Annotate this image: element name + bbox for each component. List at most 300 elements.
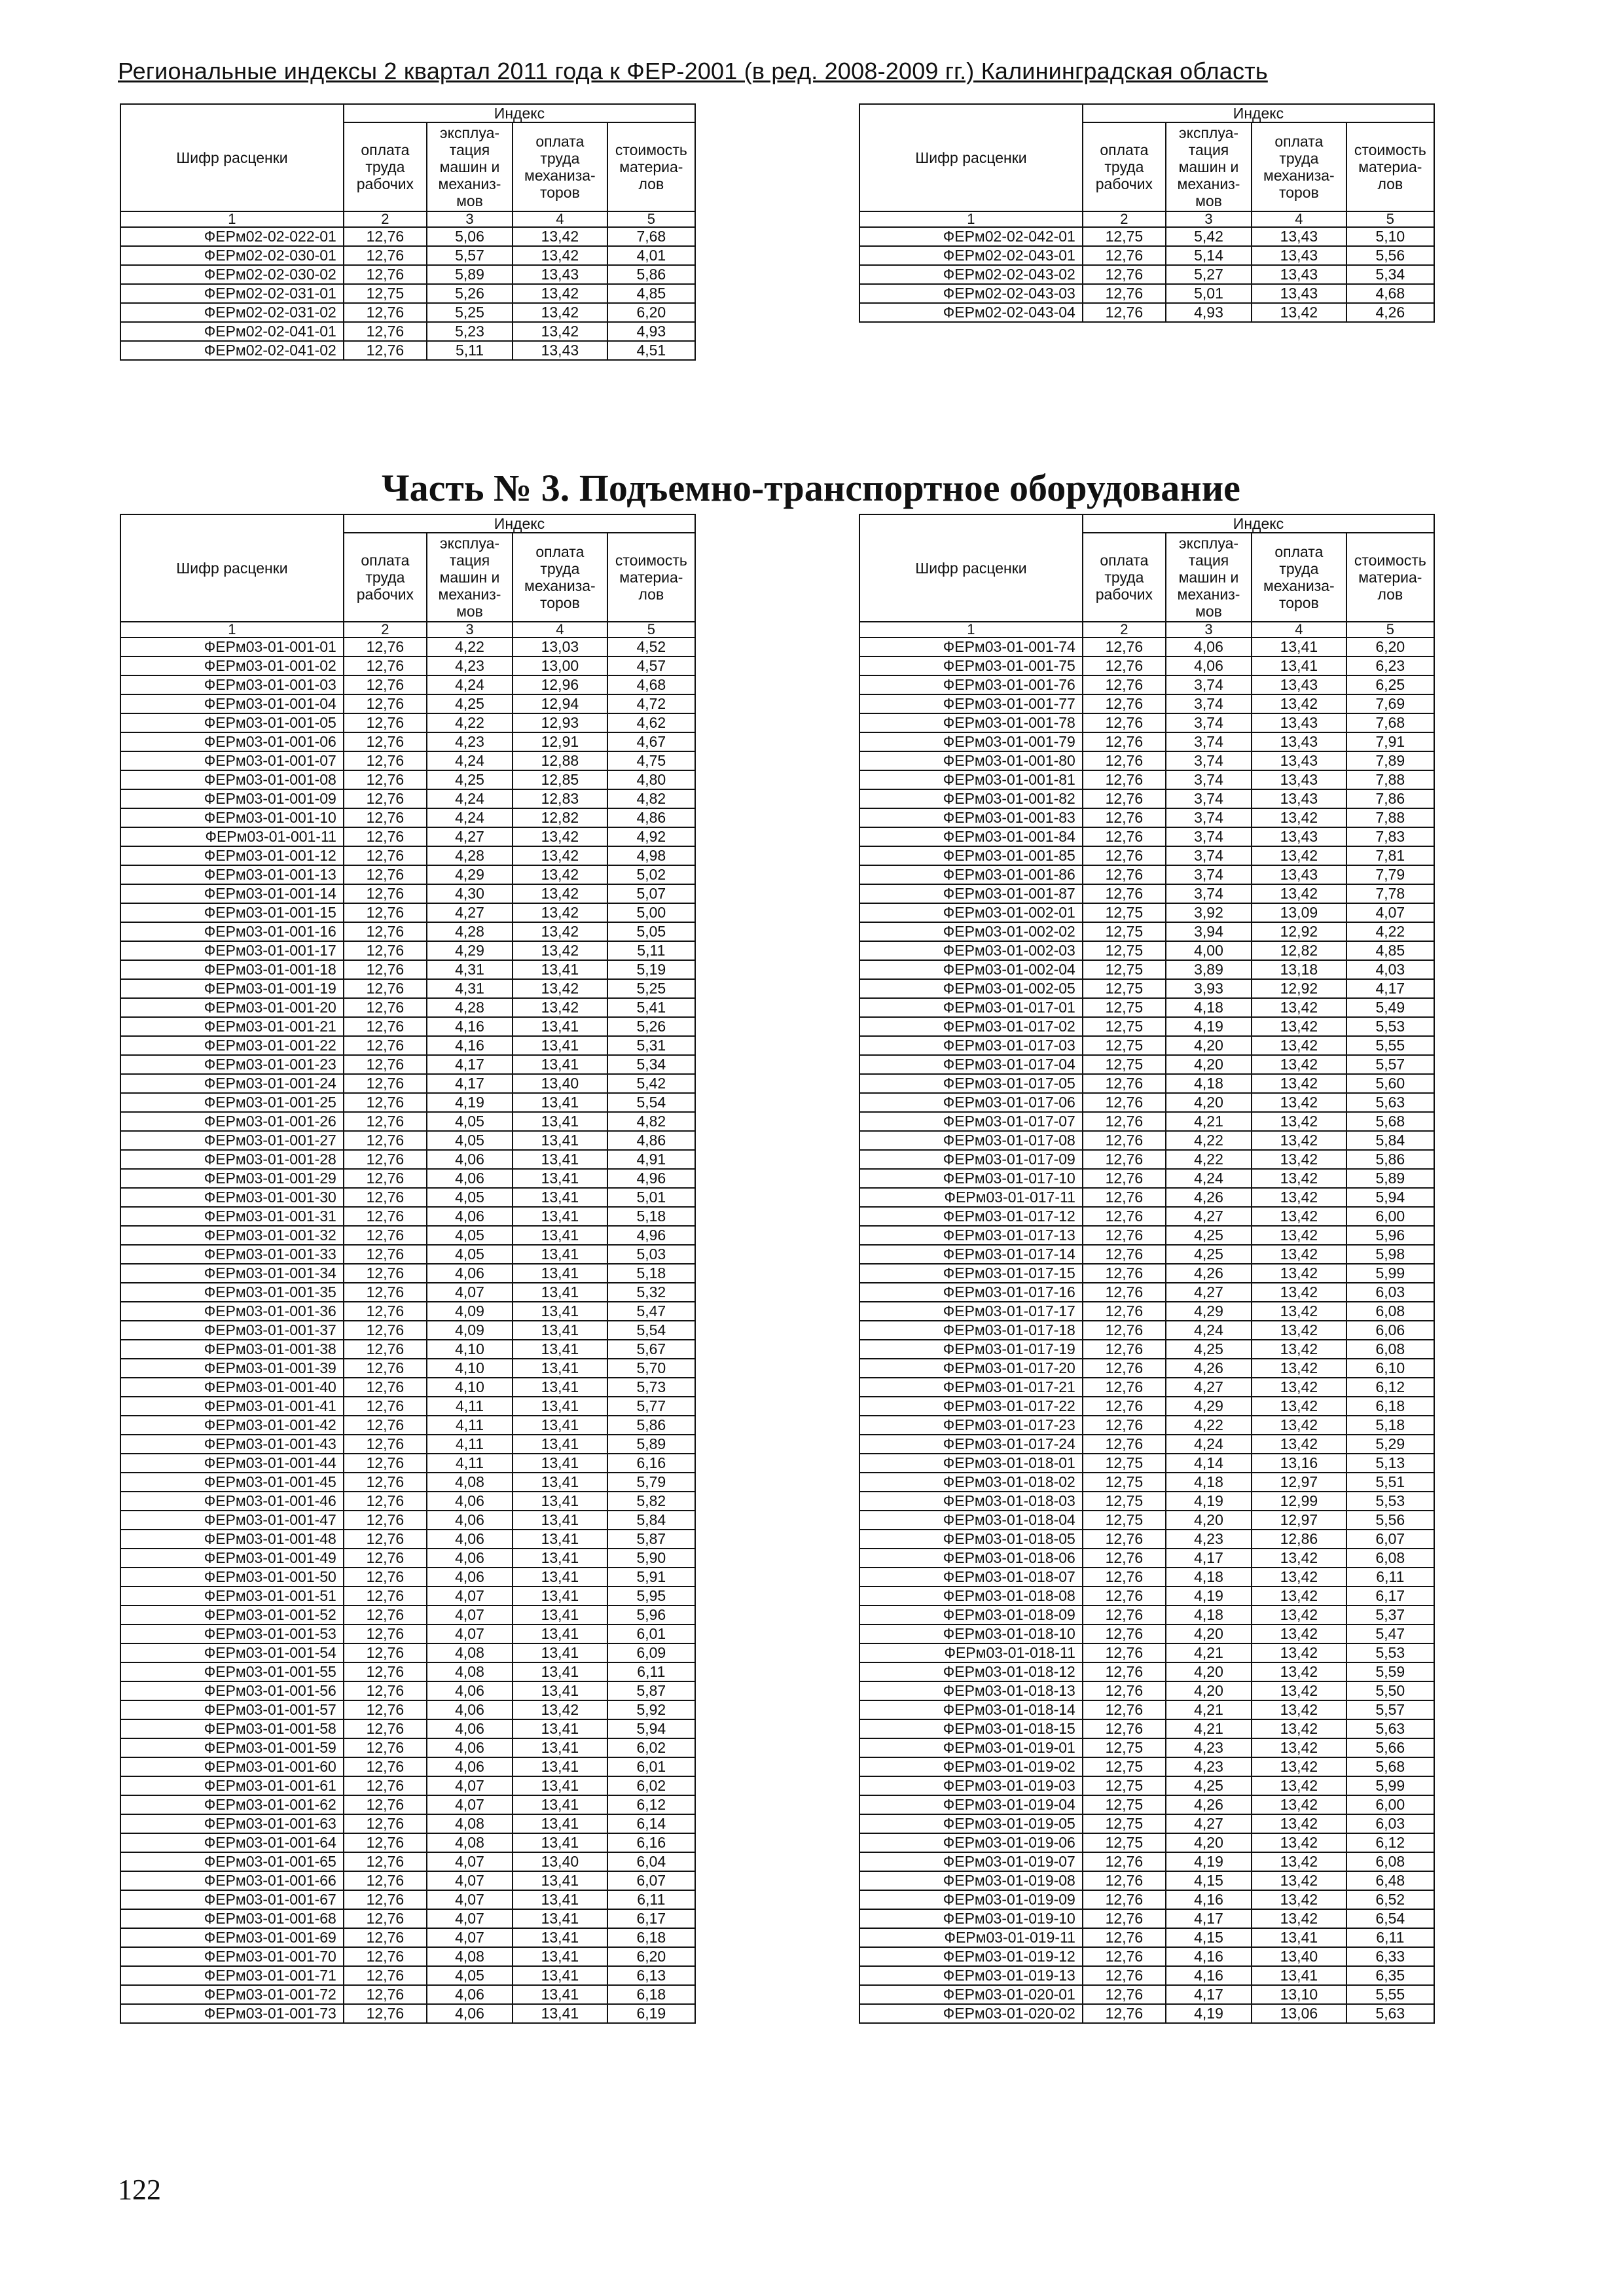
machines-index-cell: 4,08 — [427, 1662, 513, 1681]
operators-index-cell: 13,42 — [1252, 1359, 1346, 1378]
machines-index-cell: 4,20 — [1166, 1511, 1252, 1530]
header-code: Шифр расценки — [120, 514, 344, 622]
rate-code-cell: ФЕРм03-01-017-05 — [859, 1074, 1083, 1093]
table-row — [859, 1150, 1434, 1169]
table-row — [120, 656, 695, 675]
operators-index-cell: 13,41 — [513, 1871, 607, 1890]
machines-index-cell: 5,57 — [427, 246, 513, 265]
machines-index-cell: 4,29 — [427, 865, 513, 884]
labor-index-cell: 12,76 — [1083, 1852, 1166, 1871]
labor-index-cell: 12,76 — [1083, 1112, 1166, 1131]
table-row — [859, 694, 1434, 713]
operators-index-cell: 13,43 — [1252, 675, 1346, 694]
col-number-2: 2 — [1083, 211, 1166, 227]
rate-code-cell: ФЕРм02-02-043-03 — [859, 284, 1083, 303]
materials-index-cell: 4,82 — [607, 1112, 695, 1131]
table-row — [120, 1397, 695, 1416]
materials-index-cell: 5,54 — [607, 1321, 695, 1340]
operators-index-cell: 13,41 — [513, 1435, 607, 1454]
header-index-group: Индекс — [344, 104, 695, 122]
machines-index-cell: 4,07 — [427, 1928, 513, 1947]
table-row — [120, 884, 695, 903]
materials-index-cell: 5,25 — [607, 979, 695, 998]
labor-index-cell: 12,76 — [344, 1302, 427, 1321]
labor-index-cell: 12,76 — [344, 903, 427, 922]
operators-index-cell: 13,42 — [513, 303, 607, 322]
header-labor: оплата труда рабочих — [1083, 122, 1166, 211]
machines-index-cell: 3,74 — [1166, 751, 1252, 770]
labor-index-cell: 12,76 — [1083, 246, 1166, 265]
materials-index-cell: 5,51 — [1346, 1473, 1434, 1492]
materials-index-cell: 4,75 — [607, 751, 695, 770]
col-number-1: 1 — [120, 622, 344, 637]
machines-index-cell: 4,24 — [427, 808, 513, 827]
materials-index-cell: 4,82 — [607, 789, 695, 808]
materials-index-cell: 5,53 — [1346, 1492, 1434, 1511]
operators-index-cell: 13,42 — [1252, 1890, 1346, 1909]
machines-index-cell: 3,74 — [1166, 846, 1252, 865]
table-row — [120, 713, 695, 732]
table-row — [120, 1738, 695, 1757]
table-row — [120, 637, 695, 656]
machines-index-cell: 4,10 — [427, 1340, 513, 1359]
header-operators: оплата труда механиза-торов — [1252, 533, 1346, 622]
rate-code-cell: ФЕРм03-01-001-22 — [120, 1036, 344, 1055]
materials-index-cell: 5,63 — [1346, 1093, 1434, 1112]
materials-index-cell: 5,95 — [607, 1587, 695, 1605]
operators-index-cell: 13,42 — [1252, 1416, 1346, 1435]
labor-index-cell: 12,76 — [344, 1454, 427, 1473]
table-row — [859, 1966, 1434, 1985]
materials-index-cell: 5,47 — [607, 1302, 695, 1321]
materials-index-cell: 6,17 — [607, 1909, 695, 1928]
labor-index-cell: 12,75 — [1083, 1492, 1166, 1511]
materials-index-cell: 5,67 — [607, 1340, 695, 1359]
table-row — [120, 1909, 695, 1928]
operators-index-cell: 12,88 — [513, 751, 607, 770]
operators-index-cell: 13,42 — [513, 884, 607, 903]
operators-index-cell: 13,03 — [513, 637, 607, 656]
materials-index-cell: 4,17 — [1346, 979, 1434, 998]
table-row — [859, 1549, 1434, 1568]
col-number-4: 4 — [513, 211, 607, 227]
machines-index-cell: 4,16 — [427, 1036, 513, 1055]
materials-index-cell: 6,16 — [607, 1454, 695, 1473]
rate-code-cell: ФЕРм03-01-001-21 — [120, 1017, 344, 1036]
rate-code-cell: ФЕРм03-01-001-44 — [120, 1454, 344, 1473]
materials-index-cell: 4,68 — [607, 675, 695, 694]
labor-index-cell: 12,76 — [344, 1681, 427, 1700]
table-row — [859, 265, 1434, 284]
rate-code-cell: ФЕРм03-01-001-59 — [120, 1738, 344, 1757]
materials-index-cell: 5,98 — [1346, 1245, 1434, 1264]
table-row — [120, 1416, 695, 1435]
operators-index-cell: 13,06 — [1252, 2004, 1346, 2023]
materials-index-cell: 6,02 — [607, 1776, 695, 1795]
materials-index-cell: 4,01 — [607, 246, 695, 265]
materials-index-cell: 7,78 — [1346, 884, 1434, 903]
table-row — [859, 1681, 1434, 1700]
machines-index-cell: 4,18 — [1166, 998, 1252, 1017]
col-number-3: 3 — [1166, 622, 1252, 637]
labor-index-cell: 12,75 — [1083, 1833, 1166, 1852]
table-row — [120, 1681, 695, 1700]
materials-index-cell: 6,08 — [1346, 1852, 1434, 1871]
operators-index-cell: 13,42 — [513, 227, 607, 246]
rate-code-cell: ФЕРм03-01-001-81 — [859, 770, 1083, 789]
labor-index-cell: 12,76 — [344, 751, 427, 770]
materials-index-cell: 6,12 — [607, 1795, 695, 1814]
operators-index-cell: 13,41 — [513, 1643, 607, 1662]
rate-code-cell: ФЕРм03-01-001-61 — [120, 1776, 344, 1795]
rate-code-cell: ФЕРм02-02-022-01 — [120, 227, 344, 246]
operators-index-cell: 13,41 — [513, 1340, 607, 1359]
materials-index-cell: 5,00 — [607, 903, 695, 922]
operators-index-cell: 13,42 — [1252, 1112, 1346, 1131]
table-row — [120, 1568, 695, 1587]
table-row — [120, 1093, 695, 1112]
labor-index-cell: 12,76 — [1083, 1416, 1166, 1435]
table-row — [120, 1890, 695, 1909]
machines-index-cell: 4,20 — [1166, 1681, 1252, 1700]
labor-index-cell: 12,76 — [344, 1833, 427, 1852]
machines-index-cell: 4,28 — [427, 922, 513, 941]
materials-index-cell: 5,11 — [607, 941, 695, 960]
materials-index-cell: 5,34 — [607, 1055, 695, 1074]
table-row — [859, 1264, 1434, 1283]
table-row — [120, 675, 695, 694]
machines-index-cell: 3,93 — [1166, 979, 1252, 998]
machines-index-cell: 4,24 — [427, 675, 513, 694]
table-row — [859, 1643, 1434, 1662]
labor-index-cell: 12,76 — [344, 1416, 427, 1435]
machines-index-cell: 4,20 — [1166, 1036, 1252, 1055]
rate-code-cell: ФЕРм03-01-001-58 — [120, 1719, 344, 1738]
materials-index-cell: 4,96 — [607, 1169, 695, 1188]
machines-index-cell: 4,20 — [1166, 1624, 1252, 1643]
materials-index-cell: 5,86 — [607, 265, 695, 284]
materials-index-cell: 5,42 — [607, 1074, 695, 1093]
materials-index-cell: 5,96 — [607, 1605, 695, 1624]
table-row — [859, 303, 1434, 322]
table-row — [859, 1700, 1434, 1719]
labor-index-cell: 12,76 — [344, 1662, 427, 1681]
rate-code-cell: ФЕРм03-01-001-77 — [859, 694, 1083, 713]
rate-code-cell: ФЕРм03-01-018-09 — [859, 1605, 1083, 1624]
table-row — [859, 865, 1434, 884]
materials-index-cell: 6,14 — [607, 1814, 695, 1833]
machines-index-cell: 4,25 — [1166, 1776, 1252, 1795]
machines-index-cell: 4,08 — [427, 1643, 513, 1662]
materials-index-cell: 5,18 — [1346, 1416, 1434, 1435]
table-row — [120, 903, 695, 922]
materials-index-cell: 5,55 — [1346, 1985, 1434, 2004]
materials-index-cell: 5,13 — [1346, 1454, 1434, 1473]
materials-index-cell: 6,33 — [1346, 1947, 1434, 1966]
materials-index-cell: 6,03 — [1346, 1814, 1434, 1833]
operators-index-cell: 13,42 — [1252, 694, 1346, 713]
rate-code-cell: ФЕРм03-01-018-08 — [859, 1587, 1083, 1605]
rate-code-cell: ФЕРм03-01-001-78 — [859, 713, 1083, 732]
machines-index-cell: 4,09 — [427, 1302, 513, 1321]
labor-index-cell: 12,76 — [344, 884, 427, 903]
rate-code-cell: ФЕРм03-01-002-02 — [859, 922, 1083, 941]
table-row — [120, 1264, 695, 1283]
rate-code-cell: ФЕРм03-01-001-84 — [859, 827, 1083, 846]
table-row — [120, 1719, 695, 1738]
operators-index-cell: 13,41 — [513, 1169, 607, 1188]
materials-index-cell: 5,82 — [607, 1492, 695, 1511]
machines-index-cell: 4,25 — [427, 694, 513, 713]
machines-index-cell: 4,20 — [1166, 1093, 1252, 1112]
table-row — [120, 1776, 695, 1795]
machines-index-cell: 4,10 — [427, 1378, 513, 1397]
table-row — [859, 713, 1434, 732]
labor-index-cell: 12,76 — [344, 1757, 427, 1776]
labor-index-cell: 12,76 — [1083, 1378, 1166, 1397]
machines-index-cell: 4,06 — [427, 1530, 513, 1549]
materials-index-cell: 6,54 — [1346, 1909, 1434, 1928]
operators-index-cell: 13,41 — [513, 1150, 607, 1169]
labor-index-cell: 12,76 — [344, 1587, 427, 1605]
operators-index-cell: 13,41 — [513, 1188, 607, 1207]
operators-index-cell: 13,42 — [1252, 1605, 1346, 1624]
operators-index-cell: 13,10 — [1252, 1985, 1346, 2004]
table-row — [120, 303, 695, 322]
rate-code-cell: ФЕРм03-01-001-75 — [859, 656, 1083, 675]
machines-index-cell: 4,18 — [1166, 1605, 1252, 1624]
operators-index-cell: 13,41 — [513, 1795, 607, 1814]
table-row — [120, 1283, 695, 1302]
operators-index-cell: 13,43 — [1252, 865, 1346, 884]
rate-code-cell: ФЕРм03-01-020-02 — [859, 2004, 1083, 2023]
machines-index-cell: 4,29 — [427, 941, 513, 960]
materials-index-cell: 7,88 — [1346, 770, 1434, 789]
machines-index-cell: 4,14 — [1166, 1454, 1252, 1473]
materials-index-cell: 5,63 — [1346, 2004, 1434, 2023]
materials-index-cell: 7,68 — [607, 227, 695, 246]
table-row — [859, 284, 1434, 303]
labor-index-cell: 12,76 — [344, 1017, 427, 1036]
operators-index-cell: 13,42 — [1252, 846, 1346, 865]
machines-index-cell: 3,74 — [1166, 694, 1252, 713]
operators-index-cell: 13,42 — [1252, 1131, 1346, 1150]
materials-index-cell: 6,18 — [607, 1985, 695, 2004]
rate-code-cell: ФЕРм03-01-018-13 — [859, 1681, 1083, 1700]
rate-code-cell: ФЕРм03-01-001-47 — [120, 1511, 344, 1530]
operators-index-cell: 13,41 — [513, 1928, 607, 1947]
rate-code-cell: ФЕРм03-01-001-10 — [120, 808, 344, 827]
materials-index-cell: 5,07 — [607, 884, 695, 903]
machines-index-cell: 4,25 — [427, 770, 513, 789]
header-materials: стоимость материа-лов — [1346, 122, 1434, 211]
labor-index-cell: 12,76 — [344, 770, 427, 789]
machines-index-cell: 4,16 — [427, 1017, 513, 1036]
rate-code-cell: ФЕРм03-01-001-57 — [120, 1700, 344, 1719]
labor-index-cell: 12,76 — [344, 1492, 427, 1511]
col-number-2: 2 — [344, 211, 427, 227]
rate-code-cell: ФЕРм03-01-017-06 — [859, 1093, 1083, 1112]
header-index-group: Индекс — [344, 514, 695, 533]
operators-index-cell: 12,83 — [513, 789, 607, 808]
operators-index-cell: 13,42 — [1252, 1397, 1346, 1416]
rate-code-cell: ФЕРм03-01-018-15 — [859, 1719, 1083, 1738]
table-row — [120, 265, 695, 284]
operators-index-cell: 13,41 — [513, 1719, 607, 1738]
materials-index-cell: 6,18 — [1346, 1397, 1434, 1416]
header-index-group: Индекс — [1083, 514, 1434, 533]
table-row — [120, 1624, 695, 1643]
rate-code-cell: ФЕРм03-01-001-45 — [120, 1473, 344, 1492]
rate-code-cell: ФЕРм03-01-017-10 — [859, 1169, 1083, 1188]
rate-code-cell: ФЕРм03-01-001-08 — [120, 770, 344, 789]
operators-index-cell: 12,92 — [1252, 922, 1346, 941]
operators-index-cell: 13,43 — [1252, 827, 1346, 846]
machines-index-cell: 4,28 — [427, 846, 513, 865]
operators-index-cell: 13,42 — [513, 284, 607, 303]
table-row — [120, 1871, 695, 1890]
operators-index-cell: 13,42 — [1252, 1169, 1346, 1188]
operators-index-cell: 13,42 — [1252, 1738, 1346, 1757]
rate-code-cell: ФЕРм03-01-001-43 — [120, 1435, 344, 1454]
operators-index-cell: 13,42 — [1252, 1587, 1346, 1605]
labor-index-cell: 12,76 — [1083, 1131, 1166, 1150]
machines-index-cell: 4,30 — [427, 884, 513, 903]
labor-index-cell: 12,76 — [344, 789, 427, 808]
labor-index-cell: 12,76 — [344, 303, 427, 322]
table-row — [120, 1055, 695, 1074]
machines-index-cell: 5,89 — [427, 265, 513, 284]
machines-index-cell: 5,23 — [427, 322, 513, 341]
rate-code-cell: ФЕРм03-01-001-03 — [120, 675, 344, 694]
labor-index-cell: 12,76 — [1083, 1549, 1166, 1568]
operators-index-cell: 13,42 — [513, 1700, 607, 1719]
header-operators: оплата труда механиза-торов — [513, 122, 607, 211]
labor-index-cell: 12,76 — [344, 865, 427, 884]
table-row — [120, 227, 695, 246]
operators-index-cell: 13,42 — [1252, 303, 1346, 322]
table-row — [120, 789, 695, 808]
operators-index-cell: 13,43 — [1252, 751, 1346, 770]
rate-code-cell: ФЕРм03-01-001-36 — [120, 1302, 344, 1321]
operators-index-cell: 12,82 — [513, 808, 607, 827]
table-row — [859, 1207, 1434, 1226]
machines-index-cell: 4,05 — [427, 1226, 513, 1245]
rate-code-cell: ФЕРм02-02-043-02 — [859, 265, 1083, 284]
labor-index-cell: 12,76 — [344, 1036, 427, 1055]
machines-index-cell: 4,27 — [1166, 1283, 1252, 1302]
machines-index-cell: 4,22 — [1166, 1150, 1252, 1169]
rate-code-cell: ФЕРм03-01-001-63 — [120, 1814, 344, 1833]
labor-index-cell: 12,76 — [1083, 1605, 1166, 1624]
header-code: Шифр расценки — [859, 104, 1083, 211]
operators-index-cell: 13,42 — [1252, 1757, 1346, 1776]
materials-index-cell: 4,98 — [607, 846, 695, 865]
rate-code-cell: ФЕРм03-01-019-09 — [859, 1890, 1083, 1909]
machines-index-cell: 4,07 — [427, 1909, 513, 1928]
labor-index-cell: 12,76 — [344, 637, 427, 656]
header-index-group: Индекс — [1083, 104, 1434, 122]
materials-index-cell: 5,57 — [1346, 1700, 1434, 1719]
operators-index-cell: 13,43 — [1252, 284, 1346, 303]
labor-index-cell: 12,76 — [344, 1055, 427, 1074]
materials-index-cell: 5,19 — [607, 960, 695, 979]
machines-index-cell: 4,06 — [427, 1719, 513, 1738]
rate-code-cell: ФЕРм03-01-001-38 — [120, 1340, 344, 1359]
machines-index-cell: 5,14 — [1166, 246, 1252, 265]
machines-index-cell: 4,26 — [1166, 1264, 1252, 1283]
operators-index-cell: 12,92 — [1252, 979, 1346, 998]
materials-index-cell: 7,81 — [1346, 846, 1434, 865]
labor-index-cell: 12,75 — [1083, 1738, 1166, 1757]
machines-index-cell: 4,27 — [427, 903, 513, 922]
machines-index-cell: 4,31 — [427, 960, 513, 979]
labor-index-cell: 12,76 — [344, 341, 427, 360]
rate-code-cell: ФЕРм03-01-001-01 — [120, 637, 344, 656]
operators-index-cell: 12,82 — [1252, 941, 1346, 960]
operators-index-cell: 13,41 — [513, 1416, 607, 1435]
materials-index-cell: 6,00 — [1346, 1207, 1434, 1226]
rate-code-cell: ФЕРм03-01-001-82 — [859, 789, 1083, 808]
rate-code-cell: ФЕРм03-01-019-02 — [859, 1757, 1083, 1776]
header-operators: оплата труда механиза-торов — [1252, 122, 1346, 211]
operators-index-cell: 13,42 — [1252, 1093, 1346, 1112]
rate-code-cell: ФЕРм03-01-001-65 — [120, 1852, 344, 1871]
machines-index-cell: 4,23 — [1166, 1738, 1252, 1757]
labor-index-cell: 12,76 — [1083, 770, 1166, 789]
machines-index-cell: 4,19 — [1166, 2004, 1252, 2023]
machines-index-cell: 4,06 — [427, 1492, 513, 1511]
machines-index-cell: 4,22 — [427, 637, 513, 656]
operators-index-cell: 13,41 — [513, 1093, 607, 1112]
labor-index-cell: 12,76 — [344, 846, 427, 865]
table-row — [859, 1454, 1434, 1473]
operators-index-cell: 13,41 — [513, 1966, 607, 1985]
table-row — [859, 1871, 1434, 1890]
rate-code-cell: ФЕРм03-01-017-15 — [859, 1264, 1083, 1283]
table-row — [120, 1454, 695, 1473]
machines-index-cell: 4,07 — [427, 1852, 513, 1871]
labor-index-cell: 12,75 — [1083, 1814, 1166, 1833]
rate-code-cell: ФЕРм03-01-001-64 — [120, 1833, 344, 1852]
table-row — [120, 246, 695, 265]
materials-index-cell: 5,89 — [607, 1435, 695, 1454]
rate-code-cell: ФЕРм03-01-002-05 — [859, 979, 1083, 998]
machines-index-cell: 4,25 — [1166, 1340, 1252, 1359]
materials-index-cell: 6,04 — [607, 1852, 695, 1871]
rate-code-cell: ФЕРм03-01-017-07 — [859, 1112, 1083, 1131]
col-number-3: 3 — [427, 211, 513, 227]
rate-code-cell: ФЕРм03-01-001-17 — [120, 941, 344, 960]
machines-index-cell: 4,05 — [427, 1188, 513, 1207]
table-row — [120, 1966, 695, 1985]
materials-index-cell: 6,08 — [1346, 1302, 1434, 1321]
table-row — [859, 998, 1434, 1017]
operators-index-cell: 12,94 — [513, 694, 607, 713]
machines-index-cell: 4,05 — [427, 1966, 513, 1985]
labor-index-cell: 12,76 — [344, 960, 427, 979]
table-row — [120, 1359, 695, 1378]
machines-index-cell: 4,05 — [427, 1131, 513, 1150]
labor-index-cell: 12,76 — [344, 1169, 427, 1188]
rate-code-cell: ФЕРм03-01-002-04 — [859, 960, 1083, 979]
operators-index-cell: 13,41 — [513, 1492, 607, 1511]
table-row — [120, 1947, 695, 1966]
labor-index-cell: 12,76 — [1083, 1624, 1166, 1643]
table-row — [859, 656, 1434, 675]
materials-index-cell: 4,72 — [607, 694, 695, 713]
table-row — [120, 1833, 695, 1852]
